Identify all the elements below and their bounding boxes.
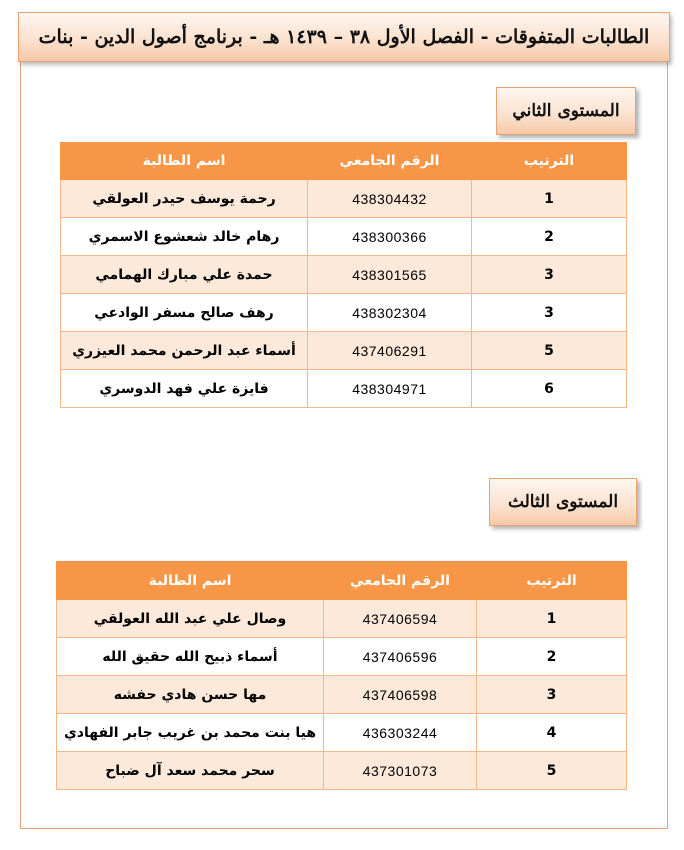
level-3-table xyxy=(56,561,627,790)
name-column-header: اسم الطالبة xyxy=(61,143,308,180)
student-name-cell: رهف صالح مسفر الوادعي xyxy=(61,294,308,332)
table-row xyxy=(61,218,627,256)
rank-cell: 3 xyxy=(472,256,627,294)
table-row xyxy=(61,294,627,332)
table-row xyxy=(57,638,627,676)
table-row xyxy=(61,256,627,294)
student-id-cell: 437406598 xyxy=(324,676,477,714)
rank-cell: 2 xyxy=(477,638,627,676)
table-row xyxy=(57,714,627,752)
rank-column-header: الترتيب xyxy=(472,143,627,180)
student-name-cell: أسماء ذبيح الله حقيق الله xyxy=(57,638,324,676)
student-id-cell: 438300366 xyxy=(308,218,472,256)
table-row xyxy=(61,370,627,408)
student-name-cell: فايزة علي فهد الدوسري xyxy=(61,370,308,408)
table-row xyxy=(57,600,627,638)
rank-cell: 5 xyxy=(472,332,627,370)
student-id-cell: 438304432 xyxy=(308,180,472,218)
table-row xyxy=(57,752,627,790)
table-row xyxy=(57,676,627,714)
student-id-cell: 437406594 xyxy=(324,600,477,638)
id-column-header: الرقم الجامعي xyxy=(324,562,477,600)
rank-cell: 3 xyxy=(472,294,627,332)
level-3-heading: المستوى الثالث xyxy=(489,478,637,526)
student-name-cell: حمدة علي مبارك الهمامي xyxy=(61,256,308,294)
rank-column-header: الترتيب xyxy=(477,562,627,600)
student-name-cell: رهام خالد شعشوع الاسمري xyxy=(61,218,308,256)
rank-cell: 1 xyxy=(472,180,627,218)
id-column-header: الرقم الجامعي xyxy=(308,143,472,180)
table-header-row xyxy=(57,562,627,600)
student-id-cell: 437406291 xyxy=(308,332,472,370)
rank-cell: 5 xyxy=(477,752,627,790)
level-2-heading: المستوى الثاني xyxy=(496,87,636,135)
rank-cell: 3 xyxy=(477,676,627,714)
level-2-table xyxy=(60,142,627,408)
student-name-cell: مها حسن هادي حفشه xyxy=(57,676,324,714)
rank-cell: 4 xyxy=(477,714,627,752)
student-name-cell: سحر محمد سعد آل ضباح xyxy=(57,752,324,790)
rank-cell: 2 xyxy=(472,218,627,256)
student-name-cell: وصال علي عبد الله العولقي xyxy=(57,600,324,638)
student-name-cell: هيا بنت محمد بن غريب جابر الفهادي xyxy=(57,714,324,752)
student-name-cell: رحمة يوسف حيدر العولقي xyxy=(61,180,308,218)
student-id-cell: 436303244 xyxy=(324,714,477,752)
table-row xyxy=(61,332,627,370)
student-name-cell: أسماء عبد الرحمن محمد العيزري xyxy=(61,332,308,370)
page-title: الطالبات المتفوقات - الفصل الأول ٣٨ – ١٤٣٩ هـ - برنامج أصول الدين - بنات xyxy=(18,12,670,62)
table-header-row xyxy=(61,143,627,180)
rank-cell: 1 xyxy=(477,600,627,638)
student-id-cell: 438302304 xyxy=(308,294,472,332)
rank-cell: 6 xyxy=(472,370,627,408)
student-id-cell: 438301565 xyxy=(308,256,472,294)
student-id-cell: 438304971 xyxy=(308,370,472,408)
student-id-cell: 437406596 xyxy=(324,638,477,676)
name-column-header: اسم الطالبة xyxy=(57,562,324,600)
table-row xyxy=(61,180,627,218)
student-id-cell: 437301073 xyxy=(324,752,477,790)
